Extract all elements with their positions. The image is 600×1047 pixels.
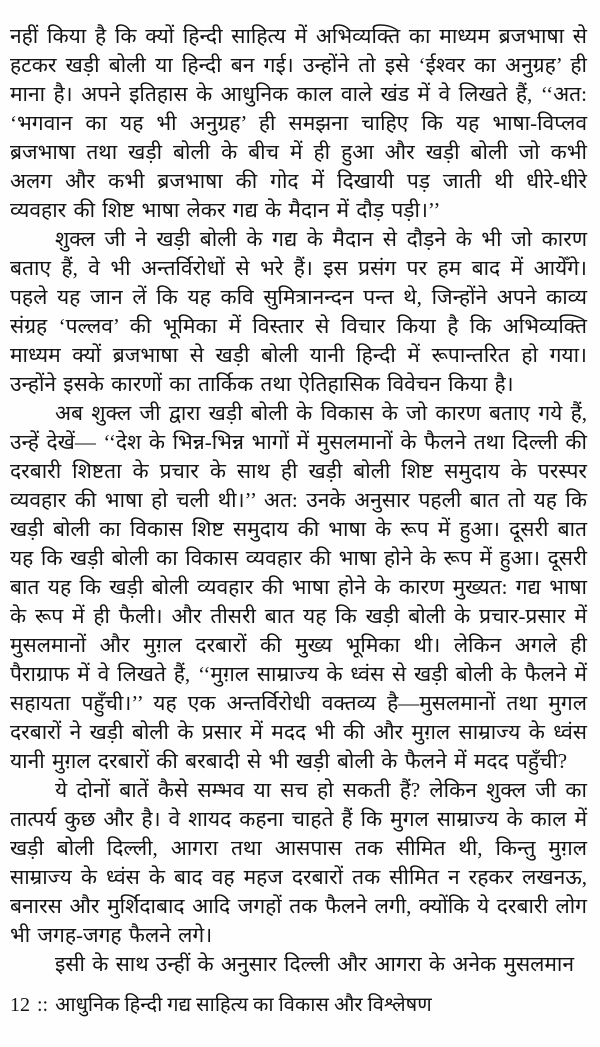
paragraph-5: इसी के साथ उन्हीं के अनुसार दिल्ली और आगरा के अनेक मुसलमान [55, 952, 575, 976]
paragraph-3: अब शुक्ल जी द्वारा खड़ी बोली के विकास के जो कारण बताए गये हैं, उन्हें देखें— ‘‘देश के भिन्न-भिन्न भागों में मुसलमानों के फैलने तथा दिल्ली की दरबारी शिष्टता के प्रचार के साथ ही खड़ी बोली शिष्ट समुदाय के परस्पर व्यवहार की भाषा हो चली थी।’’ अत: उनके अनुसार पहली बात तो यह कि खड़ी बोली का विकास शिष्ट समुदाय की भाषा के रूप में हुआ। दूसरी बात यह कि खड़ी बोली का विकास व्यवहार की भाषा होने के रूप में हुआ। दूसरी बात यह कि खड़ी बोली व्यवहार की भाषा होने के कारण मुख्यत: गद्य भाषा के रूप में ही फैली। और तीसरी बात यह कि खड़ी बोली के प्रचार-प्रसार में मुसलमानों और मुग़ल दरबारों की मुख्य भूमिका थी। लेकिन अगले ही पैराग्राफ में वे लिखते हैं, ‘‘मुग़ल साम्राज्य के ध्वंस से खड़ी बोली के फैलने में सहायता पहुँची।’’ यह एक अन्तर्विरोधी वक्तव्य है—मुसलमानों तथा मुगल दरबारों ने खड़ी बोली के प्रसार में मदद भी की और मुग़ल साम्राज्य के ध्वंस यानी मुग़ल दरबारों की बरबादी से भी खड़ी बोली के फैलने में मदद पहुँची? [10, 401, 587, 773]
paragraph-4: ये दोनों बातें कैसे सम्भव या सच हो सकती हैं? लेकिन शुक्ल जी का तात्पर्य कुछ और है। वे शायद कहना चाहते हैं कि मुगल साम्राज्य के काल में खड़ी बोली दिल्ली, आगरा तथा आसपास तक सीमित थी, किन्तु मुग़ल साम्राज्य के ध्वंस के बाद वह महज दरबारों तक सीमित न रहकर लखनऊ, बनारस और मुर्शिदाबाद आदि जगहों तक फैलने लगी, क्योंकि ये दरबारी लोग भी जगह-जगह फैलने लगे। [10, 778, 587, 947]
body-text-block [10, 22, 587, 979]
paragraph-1: नहीं किया है कि क्यों हिन्दी साहित्य में अभिव्यक्ति का माध्यम ब्रजभाषा से हटकर खड़ी बोली या हिन्दी बन गई। उन्होंने तो इसे ‘ईश्वर का अनुग्रह’ ही माना है। अपने इतिहास के आधुनिक काल वाले खंड में वे लिखते हैं, ‘‘अत: ‘भगवान का यह भी अनुग्रह’ ही समझना चाहिए कि यह भाषा-विप्लव ब्रजभाषा तथा खड़ी बोली के बीच में ही हुआ और खड़ी बोली जो कभी अलग और कभी ब्रजभाषा की गोद में दिखायी पड़ जाती थी धीरे-धीरे व्यवहार की शिष्ट भाषा लेकर गद्य के मैदान में दौड़ पड़ी।’’ [10, 24, 587, 222]
paragraph-2: शुक्ल जी ने खड़ी बोली के गद्य के मैदान से दौड़ने के भी जो कारण बताए हैं, वे भी अन्तर्विरोधों से भरे हैं। इस प्रसंग पर हम बाद में आयेँगे। पहले यह जान लें कि यह कवि सुमित्रानन्दन पन्त थे, जिन्होंने अपने काव्य संग्रह ‘पल्लव’ की भूमिका में विस्तार से विचार किया है कि अभिव्यक्ति माध्यम क्यों ब्रजभाषा से खड़ी बोली यानी हिन्दी में रूपान्तरित हो गया। उन्होंने इसके कारणों का तार्किक तथा ऐतिहासिक विवेचन किया है। [10, 227, 587, 396]
footer-separator: :: [37, 994, 49, 1016]
page-footer [10, 992, 432, 1018]
page-number: 12 [10, 994, 30, 1016]
footer-book-title: आधुनिक हिन्दी गद्य साहित्य का विकास और विश्लेषण [55, 994, 432, 1016]
